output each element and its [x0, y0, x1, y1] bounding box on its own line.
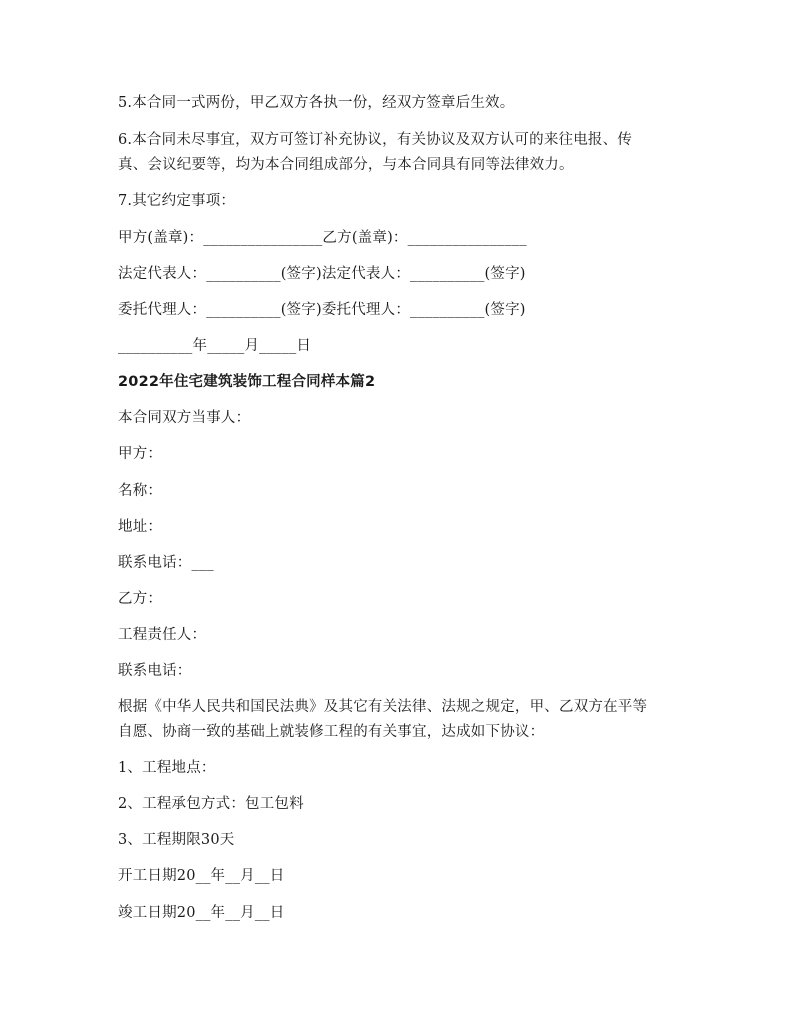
signature-seal-line: 甲方(盖章)：________________乙方(盖章)：________________: [118, 230, 527, 246]
party-a-name: 名称：: [118, 483, 163, 499]
clause-5: 5.本合同一式两份，甲乙双方各执一份，经双方签章后生效。: [118, 95, 515, 111]
clause-6-line-1: 6.本合同未尽事宜，双方可签订补充协议，有关协议及双方认可的来往电报、传: [118, 132, 633, 148]
item-2-contract-mode: 2、工程承包方式：包工包料: [118, 796, 304, 812]
party-b-label: 乙方：: [118, 591, 163, 607]
party-b-phone: 联系电话：: [118, 663, 192, 679]
clause-7: 7.其它约定事项：: [118, 193, 236, 209]
preamble-line-1: 根据《中华人民共和国民法典》及其它有关法律、法规之规定，甲、乙双方在平等: [118, 699, 648, 715]
signature-legal-rep-line: 法定代表人：__________(签字)法定代表人：__________(签字): [118, 266, 526, 282]
party-b-project-lead: 工程责任人：: [118, 627, 207, 643]
section-heading: 2022年住宅建筑装饰工程合同样本篇2: [118, 374, 376, 390]
clause-6-line-2: 真、会议纪要等，均为本合同组成部分，与本合同具有同等法律效力。: [118, 157, 574, 173]
party-a-address: 地址：: [118, 519, 163, 535]
party-a-label: 甲方：: [118, 446, 163, 462]
parties-intro: 本合同双方当事人：: [118, 410, 251, 426]
start-date: 开工日期20__年__月__日: [118, 868, 285, 884]
item-3-duration: 3、工程期限30天: [118, 832, 235, 848]
party-a-phone: 联系电话：___: [118, 555, 214, 571]
preamble-line-2: 自愿、协商一致的基础上就装修工程的有关事宜，达成如下协议：: [118, 724, 545, 740]
item-1-location: 1、工程地点：: [118, 760, 216, 776]
signature-agent-line: 委托代理人：__________(签字)委托代理人：__________(签字): [118, 302, 526, 318]
completion-date: 竣工日期20__年__月__日: [118, 905, 285, 921]
signature-date-line: __________年_____月_____日: [118, 338, 312, 354]
